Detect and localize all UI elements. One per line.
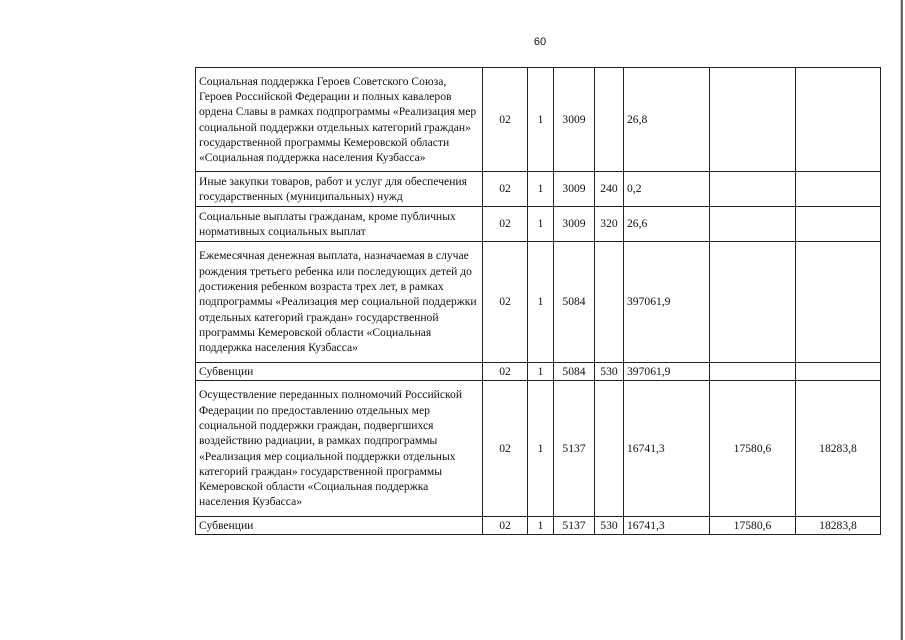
amount-year-1: 397061,9 [624, 242, 710, 363]
amount-year-2 [710, 172, 796, 207]
section-code: 02 [483, 242, 528, 363]
amount-year-1: 26,6 [624, 207, 710, 242]
amount-year-1: 26,8 [624, 68, 710, 172]
expense-type-code: 240 [595, 172, 624, 207]
amount-year-3: 18283,8 [796, 517, 881, 535]
row-description: Социальная поддержка Героев Советского Союза, Героев Российской Федерации и полных кавалеров ордена Славы в рамках подпрограммы «Реализация мер социальной поддержки отдельных категорий граждан» государственной программы Кемеровской области «Социальная поддержка населения Кузбасса» [196, 68, 483, 172]
row-description: Ежемесячная денежная выплата, назначаемая в случае рождения третьего ребенка или последующих детей до достижения ребенком возраста трех лет, в рамках подпрограммы «Реализация мер социальной поддержки отдельных категорий граждан» государственной программы Кемеровской области «Социальная поддержка населения Кузбасса» [196, 242, 483, 363]
scan-edge-shadow [900, 0, 903, 640]
subprogram-code: 1 [528, 172, 554, 207]
amount-year-3 [796, 242, 881, 363]
section-code: 02 [483, 363, 528, 381]
section-code: 02 [483, 68, 528, 172]
expense-type-code [595, 68, 624, 172]
amount-year-3 [796, 363, 881, 381]
table-row [196, 517, 881, 535]
target-code: 5137 [554, 381, 595, 517]
amount-year-1: 16741,3 [624, 381, 710, 517]
table-row [196, 207, 881, 242]
expense-type-code [595, 381, 624, 517]
table-row [196, 68, 881, 172]
subprogram-code: 1 [528, 381, 554, 517]
row-description: Осуществление переданных полномочий Российской Федерации по предоставлению отдельных мер социальной поддержки граждан, подвергшихся воздействию радиации, в рамках подпрограммы «Реализация мер социальной поддержки отдельных категорий граждан» государственной программы Кемеровской области «Социальная поддержка населения Кузбасса» [196, 381, 483, 517]
subprogram-code: 1 [528, 68, 554, 172]
target-code: 5084 [554, 363, 595, 381]
expense-type-code [595, 242, 624, 363]
subprogram-code: 1 [528, 207, 554, 242]
amount-year-3 [796, 207, 881, 242]
table-row [196, 381, 881, 517]
table-row [196, 242, 881, 363]
page-number: 60 [533, 36, 547, 48]
table-row [196, 172, 881, 207]
amount-year-3: 18283,8 [796, 381, 881, 517]
section-code: 02 [483, 517, 528, 535]
amount-year-1: 397061,9 [624, 363, 710, 381]
amount-year-1: 16741,3 [624, 517, 710, 535]
table-row [196, 363, 881, 381]
amount-year-2: 17580,6 [710, 517, 796, 535]
amount-year-3 [796, 68, 881, 172]
amount-year-3 [796, 172, 881, 207]
target-code: 5084 [554, 242, 595, 363]
section-code: 02 [483, 381, 528, 517]
target-code: 3009 [554, 172, 595, 207]
row-description: Иные закупки товаров, работ и услуг для обеспечения государственных (муниципальных) нужд [196, 172, 483, 207]
target-code: 5137 [554, 517, 595, 535]
section-code: 02 [483, 207, 528, 242]
target-code: 3009 [554, 207, 595, 242]
row-description: Субвенции [196, 363, 483, 381]
target-code: 3009 [554, 68, 595, 172]
amount-year-2: 17580,6 [710, 381, 796, 517]
amount-year-1: 0,2 [624, 172, 710, 207]
amount-year-2 [710, 68, 796, 172]
row-description: Субвенции [196, 517, 483, 535]
subprogram-code: 1 [528, 363, 554, 381]
subprogram-code: 1 [528, 517, 554, 535]
expense-type-code: 320 [595, 207, 624, 242]
amount-year-2 [710, 242, 796, 363]
subprogram-code: 1 [528, 242, 554, 363]
expense-type-code: 530 [595, 363, 624, 381]
budget-table [195, 67, 881, 535]
amount-year-2 [710, 363, 796, 381]
expense-type-code: 530 [595, 517, 624, 535]
section-code: 02 [483, 172, 528, 207]
row-description: Социальные выплаты гражданам, кроме публичных нормативных социальных выплат [196, 207, 483, 242]
amount-year-2 [710, 207, 796, 242]
